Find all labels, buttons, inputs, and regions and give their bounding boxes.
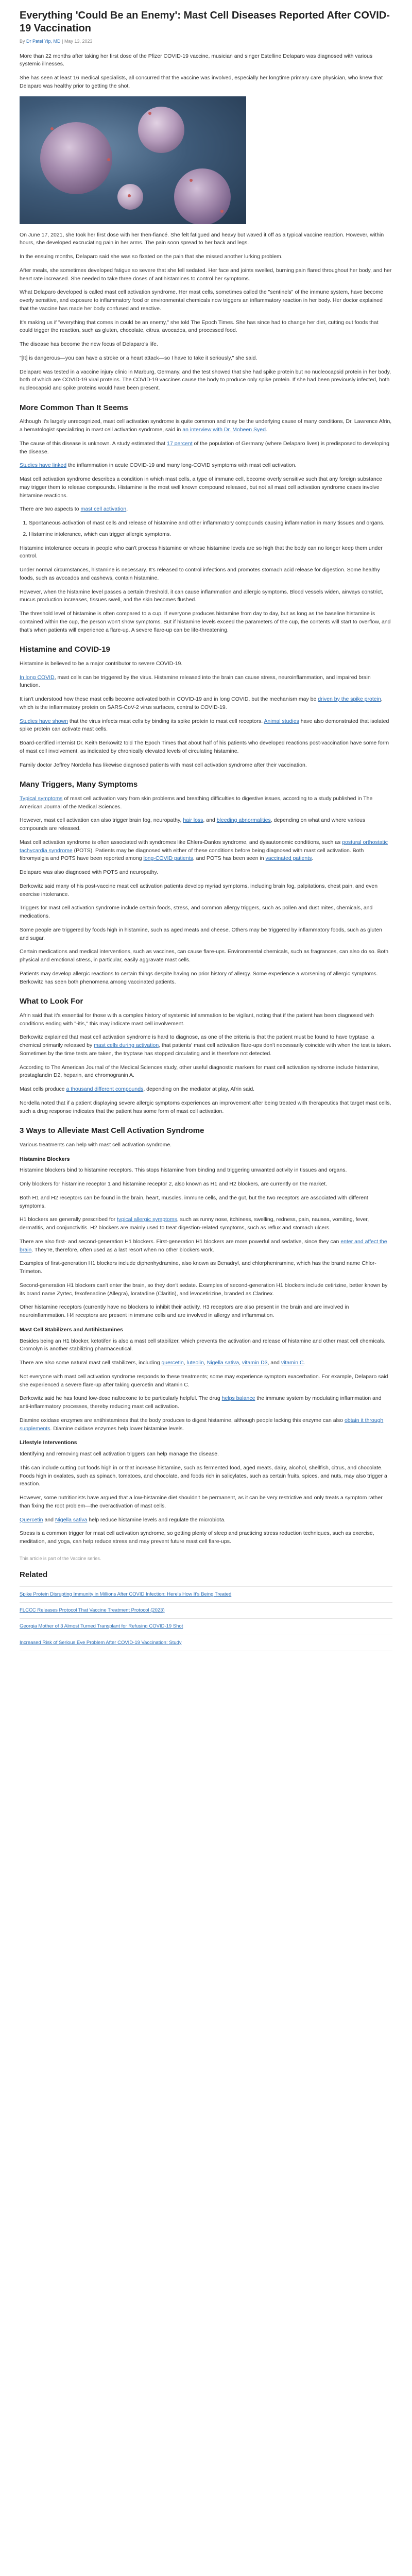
list-item: 1. Spontaneous activation of mast cells and release of histamine and other inflammatory compounds causing inflammation in many tissues and organs. — [29, 519, 392, 528]
paragraph-text: Not everyone with mast cell activation syndrome responds to these treatments; some may experience symptom exacerbation. For example, Delaparo said she experienced a severe flare-up after taking quercetin and vitamin C. — [20, 1373, 388, 1388]
inline-link[interactable]: an interview with Dr. Mobeen Syed — [182, 427, 266, 433]
section-heading: Histamine and COVID-19 — [20, 645, 110, 654]
paragraph-text: Patients may develop allergic reactions to certain things despite having no prior history of allergy. Some experience a worsening of allergic symptoms. Berkowitz has seen both phenomena among vaccinated patients. — [20, 970, 378, 985]
paragraph: The disease has become the new focus of Delaparo's life. — [20, 341, 158, 347]
inline-link[interactable]: Studies have shown — [20, 718, 68, 724]
publish-date: May 13, 2023 — [64, 39, 93, 44]
paragraph-text: that the virus infects mast cells by binding its spike protein to mast cell receptors. — [67, 718, 264, 724]
paragraph — [20, 1086, 392, 1094]
paragraph — [20, 761, 392, 770]
author-link[interactable]: Dr Patel Yip, MD — [26, 39, 61, 44]
paragraph — [20, 1417, 392, 1433]
paragraph-text: , depending on what and where various compounds are released. — [20, 817, 366, 832]
paragraph — [20, 440, 392, 456]
paragraph — [20, 696, 392, 712]
paragraph — [20, 1464, 392, 1488]
related-article-link[interactable]: Georgia Mother of 3 Almost Turned Transplant for Refusing COVID-19 Shot — [20, 1618, 392, 1634]
paragraph-text: Berkowitz explained that mast cell activation syndrome is hard to diagnose, as one of the criteria is that the patient must be found to have tryptase, a chemical primarily released by — [20, 1034, 374, 1048]
inline-link[interactable]: quercetin — [161, 1360, 184, 1366]
intro-body — [20, 231, 392, 393]
related-list — [20, 1586, 392, 1651]
paragraph-text: , and — [267, 1360, 281, 1366]
paragraph-text: Stress is a common trigger for mast cell activation syndrome, so getting plenty of sleep and practicing stress reduction techniques, such as exercise, meditation, and yoga, can help reduce stress and may prevent future mast cell flare-ups. — [20, 1530, 374, 1545]
article-title: Everything 'Could Be an Enemy': Mast Cell Diseases Reported After COVID-19 Vaccination — [20, 10, 390, 34]
paragraph — [20, 476, 392, 500]
inline-link[interactable]: postural orthostatic tachycardia syndrome — [20, 839, 388, 854]
paragraph — [20, 1395, 392, 1411]
paragraph-text: , such as runny nose, itchiness, swelling, redness, pain, nausea, vomiting, fever, dermatitis, and conjunctivitis. H2 blockers are mainly used to treat digestion-related symptoms, such as reflux and stomach ulcers. — [20, 1216, 369, 1231]
paragraph — [20, 904, 392, 921]
source-note: This article is part of the Vaccine series. — [20, 1555, 101, 1561]
inline-link[interactable]: bleeding abnormalities — [216, 817, 271, 824]
paragraph-text: There are also first- and second-generation H1 blockers. First-generation H1 blockers are more powerful and sedative, since they can — [20, 1238, 341, 1245]
paragraph — [20, 1166, 392, 1175]
inline-link[interactable]: Animal studies — [264, 718, 299, 724]
article-section — [20, 1126, 392, 1546]
paragraph-text: , depending on the mediator at play, Afrin said. — [143, 1086, 255, 1092]
paragraph-text: This can include cutting out foods high in or that increase histamine, such as fermented food, aged meats, dairy, alcohol, shellfish, citrus, and chocolate. Foods high in oxalates, such as spinach, tomatoes, and chocolate, and foods rich in salicylates, such as certain fruits, spices, and nuts, may also trigger a reaction. — [20, 1464, 387, 1487]
related-article-link[interactable]: FLCCC Releases Protocol That Vaccine Treatment Protocol (2023) — [20, 1602, 392, 1618]
paragraph — [20, 1099, 392, 1116]
related-article-link[interactable]: Spike Protein Disrupting Immunity in Millions After COVID Infection: Here's How It's Being Treated — [20, 1586, 392, 1602]
inline-link[interactable]: a thousand different compounds — [66, 1086, 144, 1092]
paragraph-text: According to The American Journal of the Medical Sciences study, other useful diagnostic markers for mast cell activation syndrome include histamine, prostaglandin D2, heparin, and chromogranin A. — [20, 1064, 380, 1079]
paragraph: More than 22 months after taking her first dose of the Pfizer COVID-19 vaccine, musician and singer Estelline Delaparo was diagnosed with various systemic illnesses. — [20, 53, 373, 67]
paragraph — [20, 1260, 392, 1276]
paragraph: It's making us if "everything that comes in could be an enemy," she told The Epoch Times. She has since had to change her diet, cutting out foods that could trigger the reaction, such as gluten, chocolate, citrus, avocados, and processed food. — [20, 319, 379, 334]
paragraph-text: , — [239, 1360, 242, 1366]
paragraph-text: , and POTS has been seen in — [193, 855, 266, 862]
inline-link[interactable]: long-COVID patients — [143, 855, 193, 862]
inline-link[interactable]: driven by the spike protein — [318, 696, 381, 702]
paragraph-text: The cause of this disease is unknown. A study estimated that — [20, 440, 167, 447]
paragraph-text: Berkowitz said he has found low-dose naltrexone to be particularly helpful. The drug — [20, 1395, 222, 1402]
article-container — [20, 0, 392, 1662]
paragraph-text: , — [203, 1360, 207, 1366]
paragraph-text: . They're, therefore, often used as a last resort when no other blockers work. — [31, 1246, 214, 1253]
paragraph — [20, 739, 392, 756]
inline-link[interactable]: Studies have linked — [20, 462, 67, 469]
paragraph-text: Triggers for mast cell activation syndrome include certain foods, stress, and common allergy triggers, such as pollen and dust mites, chemicals, and medications. — [20, 905, 373, 919]
paragraph — [20, 1359, 392, 1367]
paragraph-text: of the population of Germany (where Delaparo lives) is predisposed to developing the disease. — [20, 440, 389, 455]
paragraph — [20, 1194, 392, 1211]
paragraph-text: It isn't understood how these mast cells become activated both in COVID-19 and in long COVID, but the mechanism may be — [20, 696, 318, 702]
paragraph-text: Berkowitz said many of his post-vaccine mast cell activation patients develop myriad symptoms, including brain fog, palpitations, chest pain, and even exercise intolerance. — [20, 883, 378, 897]
paragraph-text: Other histamine receptors (currently have no blockers to inhibit their activity. H3 receptors are also present in the brain and are involved in neuroinflammation. H4 receptors are present in immune cells and are involved in allergy and inflammation. — [20, 1304, 349, 1318]
paragraph-text: Mast cell activation syndrome is often associated with syndromes like Ehlers-Danlos syndrome, and dysautonomic conditions, such as — [20, 839, 342, 845]
byline-prefix: By — [20, 39, 25, 44]
paragraph-text: Afrin said that it's essential for those with a complex history of systemic inflammation to be vigilant, noting that if the patient has been diagnosed with conditions ending with "-itis," this may indicate mast cell involvement. — [20, 1012, 374, 1027]
paragraph-text: Although it's largely unrecognized, mast cell activation syndrome is quite common and may be the underlying cause of many conditions, Dr. Lawrence Afrin, a hematologist specializing in mast cell activation syndrome, said in — [20, 418, 392, 433]
paragraph-text: However, some nutritionists have argued that a low-histamine diet shouldn't be permanent, as it can be very restrictive and only treats a symptom rather than fixing the root problem—the overactivation of mast cells. — [20, 1495, 383, 1509]
mast-cell-illustration — [40, 122, 112, 194]
paragraph: After meals, she sometimes developed fatigue so severe that she fell sedated. Her face and joints swelled, burning pain flared throughout her body, and her heart rate increased. She needed to take three doses of antihistamines to control her symptoms. — [20, 267, 392, 282]
article-section — [20, 779, 392, 986]
paragraph — [20, 1238, 392, 1255]
paragraph — [20, 566, 392, 583]
paragraph-text: H1 blockers are generally prescribed for — [20, 1216, 117, 1223]
paragraph — [20, 1303, 392, 1320]
numbered-list — [20, 519, 392, 539]
paragraph-text: Nordella noted that if a patient displaying severe allergic symptoms experiences an improvement after being treated with therapeutics that target mast cells, such a drug response indicates that the patient has some form of mast cell activation. — [20, 1099, 391, 1114]
paragraph — [20, 1337, 392, 1354]
paragraph: What Delaparo developed is called mast cell activation syndrome. Her mast cells, sometimes called the "sentinels" of the immune system, have become overly sensitive, and exposure to inflammatory food or environmental chemicals now triggers an inflammatory reaction in her body. Her doctor explained that the vaccine has made her body confused and reactive. — [20, 289, 384, 312]
paragraph-text: the immune system by modulating inflammation and anti-inflammatory processes, thereby reducing mast cell activation. — [20, 1395, 382, 1410]
inline-link[interactable]: vaccinated patients — [265, 855, 312, 862]
byline — [20, 38, 392, 45]
inline-link[interactable]: typical allergic symptoms — [117, 1216, 177, 1223]
inline-link[interactable]: vitamin D3 — [242, 1360, 268, 1366]
paragraph — [20, 817, 392, 833]
spike-dot — [148, 112, 151, 115]
mast-cell-illustration — [174, 168, 231, 224]
paragraph-text: Some people are triggered by foods high in histamine, such as aged meats and cheese. Others may be triggered by inflammatory foods, such as gluten and sugar. — [20, 926, 382, 941]
paragraph-text: There are two aspects to — [20, 506, 81, 513]
paragraph — [20, 926, 392, 943]
paragraph-text: . Diamine oxidase enzymes help lower histamine levels. — [50, 1425, 184, 1432]
paragraph-text: There are also some natural mast cell stabilizers, including — [20, 1360, 162, 1366]
paragraph — [20, 418, 392, 434]
article-sections — [20, 403, 392, 1546]
inline-link[interactable]: Nigella sativa — [55, 1516, 88, 1523]
paragraph-text: of mast cell activation vary from skin problems and breathing difficulties to digestive issues, according to a study published in The American Journal of the Medical Sciences. — [20, 795, 373, 810]
paragraph-text: the inflammation in acute COVID-19 and many long-COVID symptoms with mast cell activation. — [66, 462, 297, 469]
paragraph — [20, 674, 392, 690]
paragraph-text: Diamine oxidase enzymes are antihistamines that the body produces to digest histamine, although people lacking this enzyme can also — [20, 1417, 345, 1423]
mast-cell-illustration — [138, 107, 184, 153]
byline-separator: | — [62, 39, 63, 44]
section-heading: 3 Ways to Alleviate Mast Cell Activation Syndrome — [20, 1126, 204, 1136]
paragraph: Delaparo was tested in a vaccine injury clinic in Marburg, Germany, and the test showed that she had spike protein but no nucleocapsid protein in her body, both of which are COVID-19 viral proteins. The COVID-19 vaccines cause the body to produce only spike protein. If she had been previously infected, both nucleocapsid and spike proteins would have been present. — [20, 368, 391, 391]
related-article-link[interactable]: Increased Risk of Serious Eye Problem After COVID-19 Vaccination: Study — [20, 1635, 392, 1651]
inline-link[interactable]: mast cell activation — [80, 506, 127, 513]
paragraph-text: . — [266, 427, 267, 433]
paragraph — [20, 869, 392, 877]
paragraph — [20, 883, 392, 899]
inline-link[interactable]: Typical symptoms — [20, 795, 63, 802]
paragraph-text: , which is the inflammatory protein on SARS-CoV-2 virus surfaces, central to COVID-19. — [20, 696, 383, 710]
paragraph: "[It] is dangerous—you can have a stroke or a heart attack—so I have to take it seriously," she said. — [20, 354, 258, 361]
paragraph — [20, 1516, 392, 1524]
article-section — [20, 996, 392, 1115]
section-heading: More Common Than It Seems — [20, 403, 128, 412]
section-heading: Many Triggers, Many Symptoms — [20, 780, 138, 789]
section-heading: What to Look For — [20, 997, 83, 1006]
paragraph-text: and — [43, 1516, 55, 1523]
paragraph-text: have also demonstrated that isolated spike protein can activate mast cells. — [20, 718, 389, 733]
inline-link[interactable]: helps balance — [221, 1395, 255, 1402]
paragraph-text: , that patients' mast cell activation flare-ups don't necessarily coincide with when the test is taken. Sometimes by the time tests are taken, the tryptase has stopped circulating and is therefore not detected. — [20, 1042, 391, 1057]
paragraph-text: However, mast cell activation can also trigger brain fog, neuropathy, — [20, 817, 183, 824]
paragraph — [20, 970, 392, 987]
spike-dot — [107, 158, 110, 161]
paragraph: On June 17, 2021, she took her first dose with her then-fiancé. She felt fatigued and heavy but waved it off as a typical vaccine reaction. However, within hours, she developed excruciating pain in her arms. The pain soon spread to her back and legs. — [20, 231, 384, 246]
paragraph-text: Mast cells produce — [20, 1086, 66, 1092]
paragraph-text: However, when the histamine level passes a certain threshold, it can cause inflammation and allergic symptoms. Blood vessels widen, airways constrict, mucus production increases, tissues swell, and the skin becomes flushed. — [20, 588, 384, 603]
spike-dot — [50, 127, 54, 130]
paragraph — [20, 839, 392, 863]
paragraph-text: , — [183, 1360, 187, 1366]
related-section — [20, 1569, 392, 1651]
paragraph-text: Mast cell activation syndrome describes a condition in which mast cells, a type of immune cell, become overly sensitive such that any foreign substance may trigger them to release compounds. Histamine is the most well known compound released, but not all mast cell activation syndrome cases involve histamine reactions. — [20, 476, 382, 499]
related-heading: Related — [20, 1570, 48, 1580]
inline-link[interactable]: hair loss — [183, 817, 203, 824]
paragraph-text: Histamine is believed to be a major contributor to severe COVID-19. — [20, 660, 183, 667]
paragraph — [20, 545, 392, 561]
paragraph-text: . — [126, 506, 128, 513]
subsection-heading: Lifestyle Interventions — [20, 1439, 77, 1446]
article-section — [20, 645, 392, 769]
paragraph-text: (POTS). Patients may be diagnosed with either of these conditions before being diagnosed with mast cell activation. Both fibromyalgia and POTS have been reported among — [20, 847, 364, 862]
inline-link[interactable]: In long COVID — [20, 674, 55, 681]
paragraph-text: The threshold level of histamine is often compared to a cup. If everyone produces histamine from day to day, but as long as the baseline histamine is contained within the cup, the person won't show symptoms. But if histamine levels exceed the parameters of the cup, the contents will start to overflow, and that's when patients will experience a flare-up. A severe flare-up can be life-threatening. — [20, 611, 391, 633]
inline-link[interactable]: mast cells during activation — [94, 1042, 159, 1048]
inline-link[interactable]: enter and affect the brain — [20, 1238, 387, 1253]
paragraph-text: . — [303, 1360, 305, 1366]
paragraph: In the ensuing months, Delaparo said she was so fixated on the pain that she missed another lurking problem. — [20, 253, 283, 260]
paragraph-text: Certain medications and medical interventions, such as vaccines, can cause flare-ups. Environmental chemicals, such as fragrances, can also do so. Both physical and emotional stress, in particular, easily aggravate mast cells. — [20, 948, 389, 963]
inline-link[interactable]: 17 percent — [167, 440, 193, 447]
paragraph — [20, 1494, 392, 1511]
inline-link[interactable]: luteolin — [186, 1360, 204, 1366]
hero-image — [20, 96, 246, 224]
subsection-heading: Mast Cell Stabilizers and Antihistamines — [20, 1326, 123, 1333]
paragraph — [20, 1282, 392, 1298]
paragraph — [20, 1064, 392, 1080]
paragraph — [20, 948, 392, 964]
paragraph: She has seen at least 16 medical specialists, all concurred that the vaccine was involved, especially her longtime primary care physician, who knew that Delaparo was healthy prior to getting the shot. — [20, 75, 383, 89]
paragraph-text: Board-certified internist Dr. Keith Berkowitz told The Epoch Times that about half of his patients who developed reactions post-vaccination have some form of mast cell involvement, as indicated by chronically elevated levels of circulating histamine. — [20, 740, 389, 754]
paragraph-text: Under normal circumstances, histamine is necessary. It's released to control infections and promotes stomach acid release for digestion. Some healthy foods, such as avocados and cashews, contain histamine. — [20, 567, 380, 581]
paragraph-text: Various treatments can help with mast cell activation syndrome. — [20, 1141, 172, 1148]
paragraph — [20, 505, 392, 514]
paragraph-text: , mast cells can be triggered by the virus. Histamine released into the brain can cause stress, neuroinflammation, and impaired brain function. — [20, 674, 371, 689]
inline-link[interactable]: vitamin C — [281, 1360, 304, 1366]
spike-dot — [220, 210, 224, 213]
paragraph — [20, 588, 392, 605]
paragraph-text: help reduce histamine levels and regulate the microbiota. — [87, 1516, 226, 1523]
article-section — [20, 403, 392, 635]
paragraph-text: Family doctor Jeffrey Nordella has likewise diagnosed patients with mast cell activation syndrome after their vaccination. — [20, 761, 307, 768]
inline-link[interactable]: Nigella sativa — [207, 1360, 239, 1366]
paragraph-text: Delaparo was also diagnosed with POTS and neuropathy. — [20, 869, 158, 875]
paragraph-text: Besides being an H1 blocker, ketotifen is also a mast cell stabilizer, which prevents the activation and release of histamine and other mast cell chemicals. Cromolyn is another stabilizing pharmaceutical. — [20, 1337, 386, 1352]
paragraph — [20, 718, 392, 734]
paragraph-text: Both H1 and H2 receptors can be found in the brain, heart, muscles, immune cells, and the gut, but the two receptors are associated with different symptoms. — [20, 1194, 368, 1209]
paragraph — [20, 610, 392, 634]
subsection-heading: Histamine Blockers — [20, 1156, 70, 1162]
paragraph-text: Histamine blockers bind to histamine receptors. This stops histamine from binding and triggering unwanted activity in tissues and organs. — [20, 1167, 347, 1174]
paragraph — [20, 1012, 392, 1028]
paragraph — [20, 1450, 392, 1459]
paragraph-text: . — [312, 855, 314, 862]
paragraph-text: , and — [203, 817, 217, 824]
paragraph-text: Only blockers for histamine receptor 1 and histamine receptor 2, also known as H1 and H2 blockers, are currently on the market. — [20, 1181, 328, 1187]
list-item: 2. Histamine intolerance, which can trigger allergic symptoms. — [29, 531, 392, 539]
paragraph — [20, 1373, 392, 1389]
paragraph-text: Second-generation H1 blockers can't enter the brain, so they don't sedate. Examples of second-generation H1 blockers include cetirizine, better known by its brand name Zyrtec, fexofenadine (Allegra), loratadine (Claritin), and levocetirizine, branded as Clarinex. — [20, 1282, 388, 1297]
paragraph-text: Histamine intolerance occurs in people who can't process histamine or whose histamine levels are so high that the body can no longer keep them under control. — [20, 545, 383, 560]
spike-dot — [190, 179, 193, 182]
intro-top — [20, 53, 392, 91]
inline-link[interactable]: obtain it through supplements — [20, 1417, 384, 1432]
paragraph — [20, 1033, 392, 1058]
paragraph — [20, 795, 392, 811]
paragraph-text: Identifying and removing mast cell activation triggers can help manage the disease. — [20, 1451, 219, 1457]
paragraph-text: Examples of first-generation H1 blockers include diphenhydramine, also known as Benadryl, and chlorpheniramine, which has the brand name Chlor-Trimeton. — [20, 1260, 376, 1275]
paragraph — [20, 1180, 392, 1189]
inline-link[interactable]: Quercetin — [20, 1516, 43, 1523]
paragraph — [20, 660, 392, 668]
paragraph — [20, 462, 392, 470]
paragraph — [20, 1530, 392, 1546]
paragraph — [20, 1141, 392, 1149]
spike-dot — [128, 194, 131, 197]
paragraph — [20, 1216, 392, 1232]
